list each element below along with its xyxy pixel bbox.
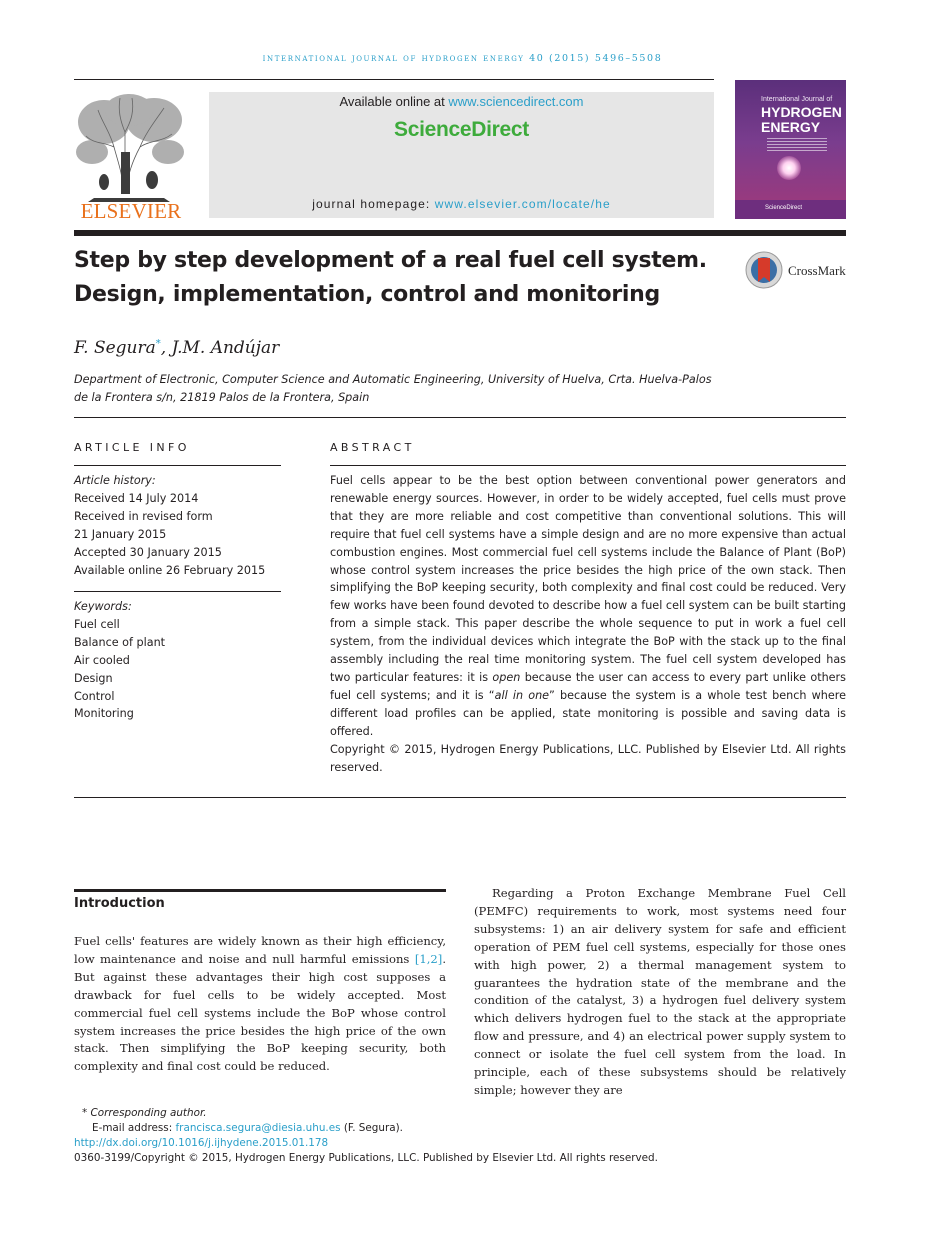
corresponding-author-note (82, 1106, 207, 1121)
history-item: Received in revised form (74, 509, 213, 523)
keyword-item: Fuel cell (74, 617, 120, 631)
sciencedirect-link[interactable]: www.sciencedirect.com (448, 94, 584, 109)
running-head: international journal of hydrogen energy 40 (2015) 5496–5508 (262, 53, 663, 64)
available-online-prefix: Available online at (339, 94, 449, 109)
homepage-link[interactable]: www.elsevier.com/locate/he (434, 197, 611, 211)
journal-homepage (209, 197, 714, 211)
author-2[interactable]: J.M. Andújar (171, 338, 280, 358)
keyword-item: Control (74, 689, 115, 703)
introduction-heading: Introduction (74, 896, 165, 911)
corresponding-label: Corresponding author. (90, 1107, 207, 1119)
abstract-body (330, 472, 846, 776)
issn-copyright: 0360-3199/Copyright © 2015, Hydrogen Energy Publications, LLC. Published by Elsevier Ltd. All rights reserved. (74, 1152, 658, 1164)
abstract-part-1: Fuel cells appear to be the best option between conventional power generators and renewable energy sources. However, in order to be widely accepted, fuel cells must prove that they are more reliable and cost competitive than conventional solutions. This will require that fuel cell systems have a simple design and are no more expensive than actual combustion engines. Most commercial fuel cell systems include the Balance of Plant (BoP) whose control system increases the price besides the high price of the own stack. Then simplifying the BoP keeping security, both complexity and final cost could be reduced. Very few works have been found devoted to describe how a fuel cell system can be built starting from a simple stack. This paper describe the whole sequence to put in work a fuel cell system, from the individual devices which integrate the BoP with the stack up to the final assembly including the real time monitoring system. The fuel cell system developed has two particular features: it is (330, 474, 846, 684)
history-item: Accepted 30 January 2015 (74, 545, 222, 559)
introduction-rule (74, 889, 446, 892)
email-owner: (F. Segura). (340, 1122, 403, 1134)
affiliation (74, 371, 724, 407)
sciencedirect-label: ScienceDirect (393, 118, 529, 141)
keyword-item: Air cooled (74, 653, 130, 667)
keyword-item: Design (74, 671, 113, 685)
intro-left-part-1: Fuel cells' features are widely known as their high efficiency, low maintenance and noise and null harmful emissions (74, 934, 446, 966)
header-rule (74, 79, 714, 80)
keyword-item: Balance of plant (74, 635, 166, 649)
abstract-part-2: because the user can access to every part unlike others fuel cell systems; and it is “ (330, 670, 846, 702)
abstract-emphasis-open: open (492, 670, 521, 684)
journal-cover (735, 80, 846, 219)
title-line-1: Step by step development of a real fuel cell system. (74, 248, 707, 273)
email-link[interactable]: francisca.segura@diesia.uhu.es (175, 1122, 341, 1134)
crossmark-badge[interactable] (745, 251, 846, 291)
abstract-part-3: ” because the system is a whole test bench where different load profiles can be applied, state monitoring is possible and saving data is offered. (330, 688, 846, 738)
introduction-right-column: Regarding a Proton Exchange Membrane Fuel Cell (PEMFC) requirements to work, most systems need four subsystems: 1) an air delivery system for safe and efficient operation of PEM fuel cell systems, especially for those ones with high power, 2) a thermal management system to guarantees the hydration state of the membrane and the condition of the catalyst, 3) a hydrogen fuel delivery system which delivers hydrogen fuel to the stack at the appropriate flow and pressure, and 4) an electrical power supply system to connect or isolate the fuel cell system from the load. In principle, each of these subsystems should be relatively simple; however they are (474, 886, 846, 1097)
available-online (209, 94, 714, 109)
cover-orb-graphic (777, 156, 801, 180)
keyword-item: Monitoring (74, 707, 134, 721)
cover-footer-text: ScienceDirect (765, 205, 803, 211)
email-note (92, 1121, 403, 1136)
abstract-copyright: Copyright © 2015, Hydrogen Energy Publications, LLC. Published by Elsevier Ltd. All rights reserved. (330, 742, 846, 774)
article-title (74, 244, 729, 312)
affiliation-line-1: Department of Electronic, Computer Science and Automatic Engineering, University of Huelva, Crta. Huelva-Palos (74, 373, 712, 386)
email-label: E-mail address: (92, 1122, 176, 1134)
history-item: Available online 26 February 2015 (74, 563, 266, 577)
cover-text-lines (767, 138, 827, 152)
doi-link[interactable]: http://dx.doi.org/10.1016/j.ijhydene.2015.01.178 (74, 1137, 329, 1149)
section-rule (74, 417, 846, 418)
abstract-heading: ABSTRACT (330, 441, 415, 454)
homepage-prefix: journal homepage: (312, 197, 435, 211)
cover-line2: HYDROGEN (761, 104, 842, 120)
affiliation-line-2: de la Frontera s/n, 21819 Palos de la Frontera, Spain (74, 391, 370, 404)
title-line-2: Design, implementation, control and monitoring (74, 282, 660, 307)
doi-line (74, 1136, 328, 1151)
crossmark-icon (745, 251, 783, 289)
title-rule (74, 230, 846, 236)
intro-left-part-2: . But against these advantages their high cost supposes a drawback for fuel cells to be widely accepted. Most commercial fuel cell systems include the BoP whose control system increases the price besides the high price of the own stack. Then simplifying the BoP keeping security, both complexity and final cost could be reduced. (74, 951, 446, 1074)
keywords-label: Keywords: (74, 600, 132, 613)
citation-link[interactable]: [1,2] (414, 951, 443, 966)
article-info-rule (74, 465, 281, 466)
footnote-mark: * (82, 1107, 88, 1119)
keywords (74, 598, 284, 723)
author-separator: , (160, 338, 172, 358)
keywords-rule (74, 591, 281, 592)
cover-line3: ENERGY (761, 119, 821, 135)
article-info-heading: ARTICLE INFO (74, 441, 190, 454)
introduction-left-column (74, 933, 446, 1076)
abstract-text (330, 472, 846, 741)
abstract-end-rule (74, 797, 846, 798)
abstract-rule (330, 465, 846, 466)
author-1[interactable]: F. Segura (74, 338, 156, 358)
author-list (74, 338, 279, 358)
crossmark-label: CrossMark (788, 263, 846, 278)
corresponding-mark[interactable]: * (155, 338, 161, 350)
article-history (74, 472, 284, 579)
history-label: Article history: (74, 474, 156, 487)
history-item: 21 January 2015 (74, 527, 167, 541)
cover-title (761, 105, 842, 135)
elsevier-wordmark: ELSEVIER (80, 199, 182, 223)
abstract-emphasis-all-in-one: all in one (494, 688, 550, 702)
cover-line1: International Journal of (761, 96, 833, 103)
history-item: Received 14 July 2014 (74, 491, 199, 505)
